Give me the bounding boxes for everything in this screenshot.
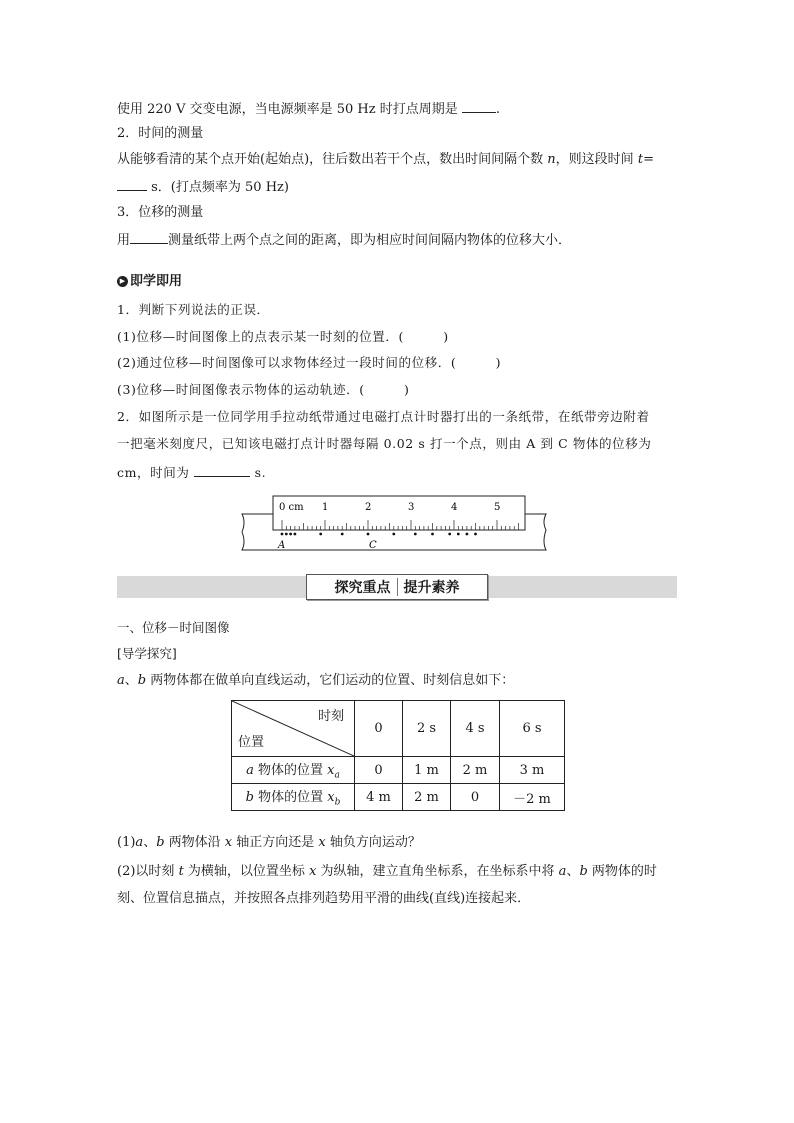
row-label-b [232, 784, 355, 811]
tape-dot [285, 533, 288, 536]
inquiry-question-1 [117, 835, 421, 851]
table-header-row [232, 701, 565, 757]
section-1-title: 一、位移－时间图像 [117, 620, 230, 635]
banner-left-text: 探究重点 [334, 580, 391, 596]
tape-dot [289, 533, 292, 536]
intro-text: 从能够看清的某个点开始(起始点)，往后数出若干个点，数出时间间隔个数 [117, 152, 544, 167]
banner-right-text: 提升素养 [403, 580, 460, 596]
question-1-item-2: (2)通过位移—时间图像可以求物体经过一段时间的位移．( ) [117, 355, 502, 370]
tape-dot [448, 533, 451, 536]
tape-dot [281, 533, 284, 536]
question-1: 1．判断下列说法的正误． [117, 302, 270, 317]
var-x: x [318, 835, 326, 850]
var-a: a [558, 864, 567, 879]
text: 、 [124, 673, 138, 688]
text: 两物体的时 [587, 864, 657, 879]
question-2-line-3 [117, 464, 266, 481]
var-x: x [327, 790, 335, 806]
tape-dot [431, 533, 434, 536]
var-t: t [637, 152, 644, 167]
subscript: b [334, 797, 341, 808]
text: 、 [566, 864, 580, 879]
question-2-line-2: 一把毫米刻度尺，已知该电磁打点计时器每隔 0.02 s 打一个点，则由 A 到 C 物体的位移为 [117, 436, 652, 451]
answer-blank[interactable] [462, 100, 496, 113]
text: 物体的位置 [253, 790, 328, 806]
corner-bottom-label: 位置 [238, 735, 265, 750]
intro-text: = [643, 152, 654, 167]
text: (1) [117, 835, 136, 850]
answer-blank[interactable] [130, 231, 168, 244]
table-corner-cell [232, 701, 355, 757]
table-header-cell: 4 s [451, 701, 500, 757]
var-a: a [117, 673, 125, 688]
intro-text: 使用 220 V 交变电源，当电源频率是 50 Hz 时打点周期是 [117, 102, 458, 117]
text: 物体的位置 [253, 763, 328, 779]
intro-text: s．(打点频率为 50 Hz) [151, 180, 289, 195]
section-1-description [117, 673, 514, 689]
table-cell: 0 [355, 757, 403, 784]
play-icon: ▶ [117, 276, 128, 287]
intro-line-4 [117, 231, 571, 249]
table-header-cell: 0 [355, 701, 403, 757]
question-text: cm，时间为 [117, 465, 190, 480]
text: 轴负方向运动？ [325, 835, 421, 850]
heading-time-measure: 2．时间的测量 [117, 126, 204, 141]
var-x: x [327, 763, 335, 779]
tape-dot [341, 533, 344, 536]
var-t: t [178, 864, 184, 879]
point-a-label: A [278, 540, 286, 551]
tape-dot [392, 533, 395, 536]
table-cell: 2 m [451, 757, 500, 784]
text: 两物体沿 [164, 835, 225, 850]
var-x: x [309, 864, 317, 879]
banner-divider [397, 578, 398, 596]
ruler-label: 4 [451, 502, 458, 513]
tape-dot [466, 533, 469, 536]
guided-inquiry-label: [导学探究] [117, 646, 177, 661]
var-a: a [246, 763, 254, 779]
table-row [232, 757, 565, 784]
answer-blank[interactable] [117, 178, 147, 191]
var-b: b [156, 835, 165, 850]
question-1-item-1: (1)位移—时间图像上的点表示某一时刻的位置．( ) [117, 329, 449, 344]
table-cell: 3 m [500, 757, 565, 784]
tape-dot [474, 533, 477, 536]
ruler-label: 3 [408, 502, 415, 513]
corner-top-label: 时刻 [317, 709, 344, 724]
intro-line-1 [117, 100, 500, 118]
position-time-table [231, 700, 565, 811]
point-c-label: C [369, 540, 377, 551]
var-b: b [245, 790, 254, 806]
table-cell: 4 m [355, 784, 403, 811]
ruler-label: 5 [494, 502, 501, 513]
text: 为横轴，以位置坐标 [183, 864, 310, 879]
inquiry-question-2-line-1 [117, 864, 657, 880]
table-row [232, 784, 565, 811]
var-n: n [547, 152, 556, 167]
subscript: a [334, 770, 340, 781]
text: 轴正方向还是 [232, 835, 319, 850]
quick-practice-title: 即学即用 [130, 274, 183, 289]
tape-dot [319, 533, 322, 536]
quick-practice-heading [117, 270, 182, 289]
inquiry-question-2-line-2: 刻、位置信息描点，并按照各点排列趋势用平滑的曲线(直线)连接起来． [117, 891, 531, 906]
millimeter-ruler [273, 496, 525, 530]
text: 两物体都在做单向直线运动，它们运动的位置、时刻信息如下： [146, 673, 515, 688]
tape-dot [294, 533, 297, 536]
var-b: b [579, 864, 588, 879]
ruler-label: 1 [322, 502, 329, 513]
var-b: b [137, 673, 147, 688]
ruler-tape-figure [238, 492, 550, 554]
tape-dot [414, 533, 417, 536]
table-cell: 0 [451, 784, 500, 811]
text: (2)以时刻 [117, 864, 179, 879]
var-x: x [224, 835, 233, 850]
table-cell: 1 m [403, 757, 451, 784]
table-cell: 2 m [403, 784, 451, 811]
answer-blank[interactable] [194, 464, 250, 477]
tape-dot [367, 533, 370, 536]
tape-dot [457, 533, 460, 536]
intro-line-3 [117, 178, 289, 196]
intro-text: ，则这段时间 [555, 152, 634, 167]
ruler-label: 2 [365, 502, 372, 513]
table-header-cell: 2 s [403, 701, 451, 757]
table-cell: －2 m [500, 784, 565, 811]
intro-line-2 [117, 152, 654, 168]
intro-text: . [495, 102, 501, 117]
question-2-line-1: 2．如图所示是一位同学用手拉动纸带通过电磁打点计时器打出的一条纸带，在纸带旁边附着 [117, 409, 650, 424]
row-label-a [232, 757, 355, 784]
question-text: s. [254, 465, 267, 480]
text: 为纵轴，建立直角坐标系，在坐标系中将 [316, 864, 559, 879]
section-banner [306, 574, 488, 600]
var-a: a [135, 835, 144, 850]
intro-text: 测量纸带上两个点之间的距离，即为相应时间间隔内物体的位移大小． [168, 233, 572, 248]
table-header-cell: 6 s [500, 701, 565, 757]
heading-displacement-measure: 3．位移的测量 [117, 205, 204, 220]
question-1-item-3: (3)位移—时间图像表示物体的运动轨迹．( ) [117, 382, 410, 397]
intro-text: 用 [117, 233, 131, 248]
ruler-label: 0 cm [279, 502, 304, 513]
text: 、 [143, 835, 157, 850]
